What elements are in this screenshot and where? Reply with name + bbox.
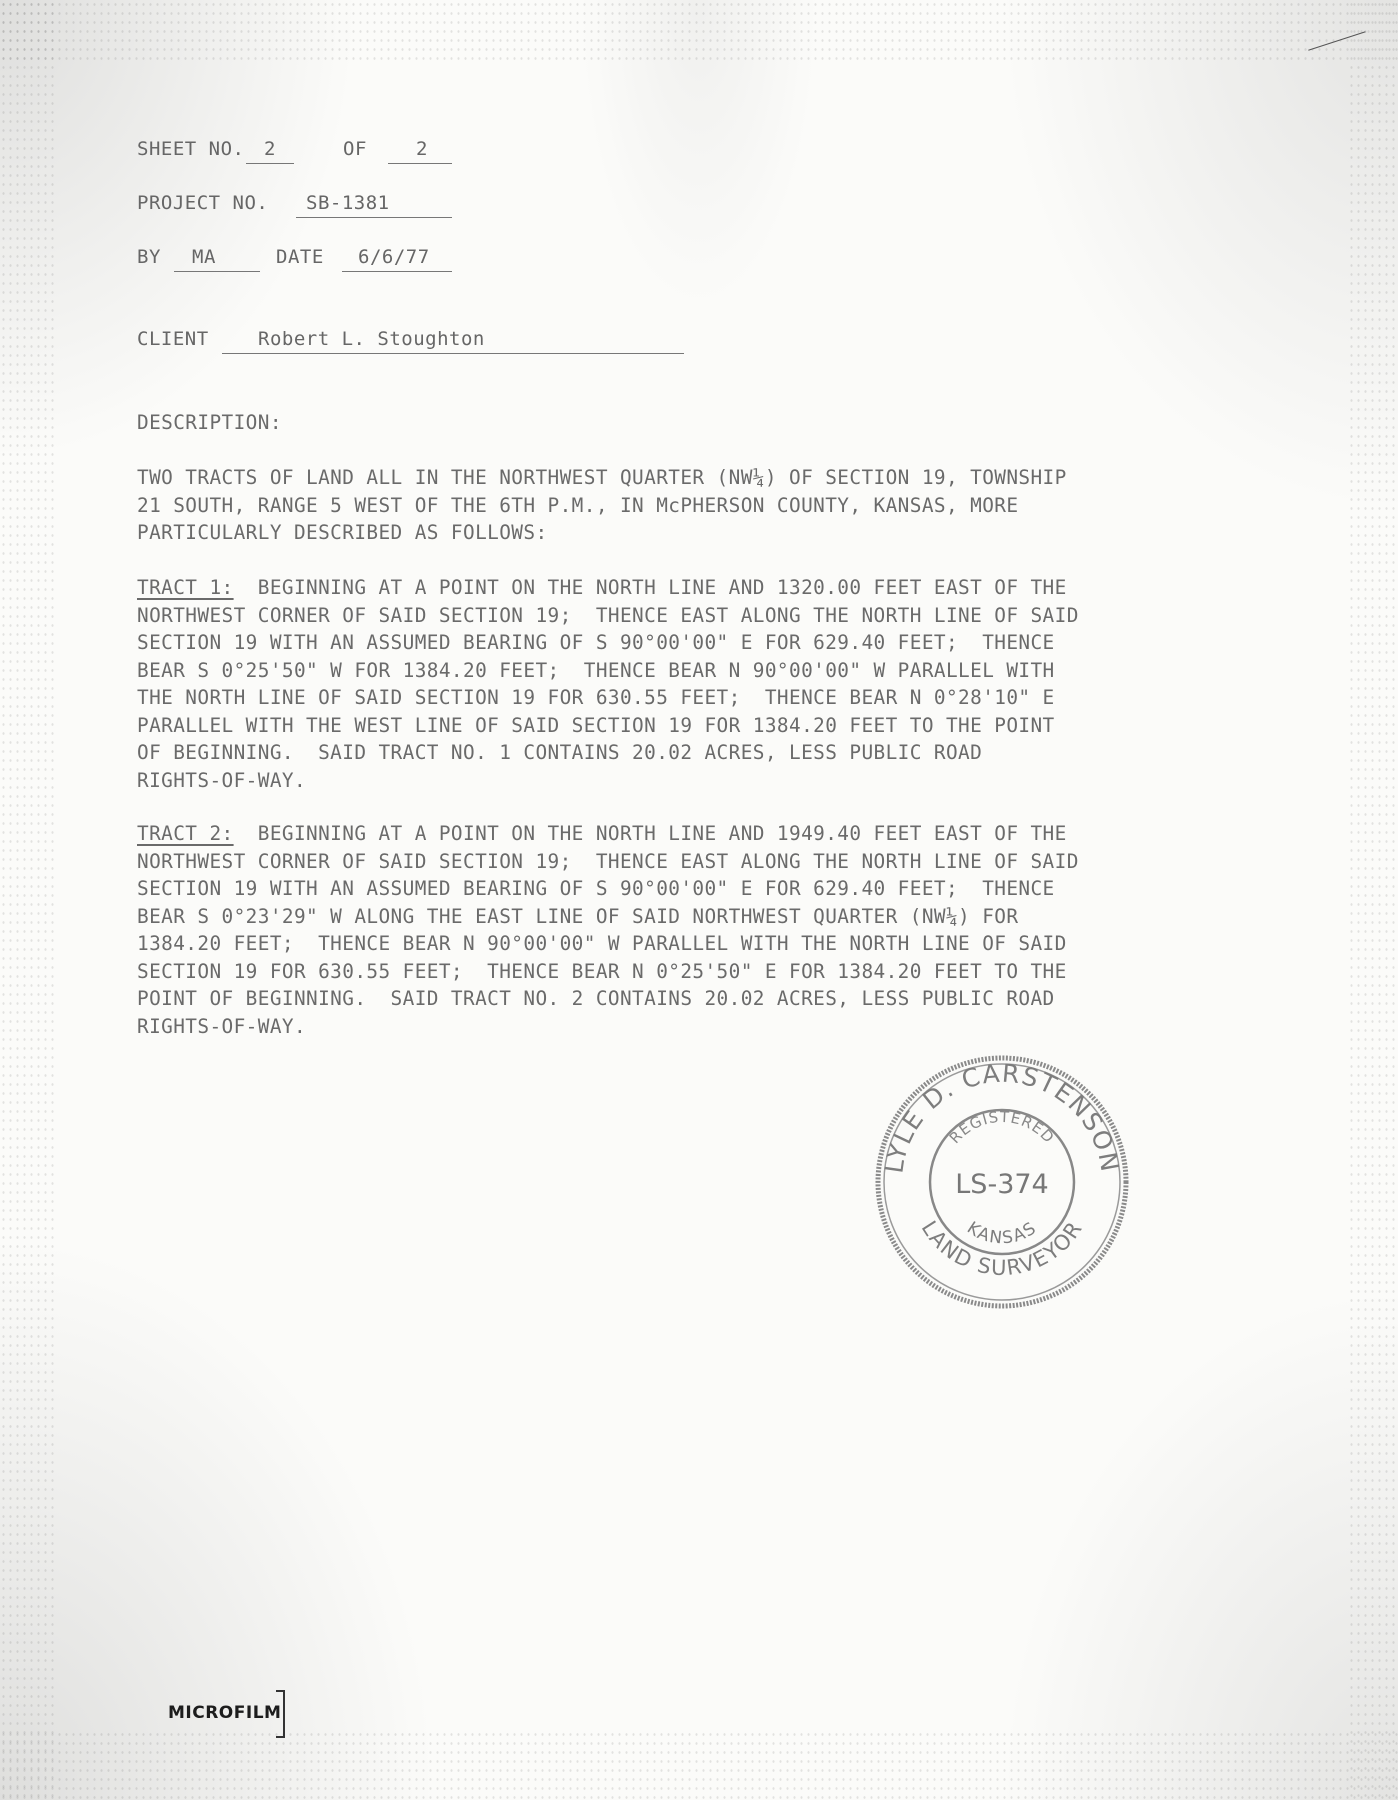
by-value: MA [192,246,216,268]
tract-1-line: BEAR S 0°25'50" W FOR 1384.20 FEET; THENCE BEAR N 90°00'00" W PARALLEL WITH [137,658,1055,682]
project-no-rule [296,217,452,218]
sheet-label: SHEET NO. [137,138,245,160]
tract-2-line: BEAR S 0°23'29" W ALONG THE EAST LINE OF SAID NORTHWEST QUARTER (NW¼) FOR [137,904,1019,928]
tract-1-line: THE NORTH LINE OF SAID SECTION 19 FOR 630.55 FEET; THENCE BEAR N 0°28'10" E [137,686,1055,709]
tract-1-line: NORTHWEST CORNER OF SAID SECTION 19; THENCE EAST ALONG THE NORTH LINE OF SAID [137,603,1079,627]
seal-graphic [872,1052,1132,1312]
client-rule [222,353,684,354]
intro-line: 21 SOUTH, RANGE 5 WEST OF THE 6TH P.M., IN McPHERSON COUNTY, KANSAS, MORE [137,493,1019,517]
microfilm-mark: MICROFILM [168,1703,282,1723]
tract-1-line: PARALLEL WITH THE WEST LINE OF SAID SECTION 19 FOR 1384.20 FEET TO THE POINT [137,713,1055,737]
tract-1-label: TRACT 1: [137,576,234,599]
microfilm-bracket [276,1690,285,1738]
by-rule [174,271,260,272]
seal-outer-bottom-text: LAND SURVEYOR [916,1216,1088,1281]
intro-line: PARTICULARLY DESCRIBED AS FOLLOWS: [137,521,548,544]
date-rule [342,271,452,272]
project-no-value: SB-1381 [306,192,390,214]
client-label: CLIENT [137,328,209,350]
surveyor-seal [872,1052,1132,1312]
date-value: 6/6/77 [358,246,430,268]
seal-inner-top-text: REGISTERED [945,1107,1059,1148]
scan-noise-right [1348,0,1398,1800]
of-label: OF [343,138,367,160]
intro-line: TWO TRACTS OF LAND ALL IN THE NORTHWEST QUARTER (NW¼) OF SECTION 19, TOWNSHIP [137,466,1067,489]
client-value: Robert L. Stoughton [258,328,485,350]
date-label: DATE [276,246,324,268]
sheet-total-value: 2 [416,138,428,160]
tract-2-label: TRACT 2: [137,822,234,845]
seal-number: LS-374 [955,1169,1049,1200]
corner-mark [1308,31,1372,70]
sheet-no-value: 2 [264,138,276,160]
tract-2-line: NORTHWEST CORNER OF SAID SECTION 19; THENCE EAST ALONG THE NORTH LINE OF SAID [137,849,1079,873]
seal-outer-top-text: LYLE D. CARSTENSON [879,1058,1125,1175]
tract-1-first-line-text: BEGINNING AT A POINT ON THE NORTH LINE AND 1320.00 FEET EAST OF THE [233,576,1067,599]
tract-1-line: RIGHTS-OF-WAY. [137,768,307,792]
scan-noise-top [0,0,1398,60]
scan-noise-left [0,0,55,1800]
description-heading: DESCRIPTION: [137,411,282,434]
sheet-no-rule [246,163,294,164]
scan-noise-bottom [0,1730,1398,1800]
tract-2-line: 1384.20 FEET; THENCE BEAR N 90°00'00" W PARALLEL WITH THE NORTH LINE OF SAID [137,932,1067,955]
sheet-total-rule [388,163,452,164]
tract-1-first-line [137,574,1257,602]
tract-1-line: SECTION 19 WITH AN ASSUMED BEARING OF S 90°00'00" E FOR 629.40 FEET; THENCE [137,631,1055,654]
project-label: PROJECT NO. [137,192,269,214]
tract-2-first-line-text: BEGINNING AT A POINT ON THE NORTH LINE AND 1949.40 FEET EAST OF THE [233,822,1067,845]
tract-2-first-line [137,820,1257,848]
tract-1-line: OF BEGINNING. SAID TRACT NO. 1 CONTAINS 20.02 ACRES, LESS PUBLIC ROAD [137,741,983,764]
by-label: BY [137,246,161,268]
tract-2-line: POINT OF BEGINNING. SAID TRACT NO. 2 CONTAINS 20.02 ACRES, LESS PUBLIC ROAD [137,987,1055,1010]
tract-2-line: SECTION 19 WITH AN ASSUMED BEARING OF S 90°00'00" E FOR 629.40 FEET; THENCE [137,877,1055,900]
tract-2-line: RIGHTS-OF-WAY. [137,1014,307,1038]
tract-2-line: SECTION 19 FOR 630.55 FEET; THENCE BEAR N 0°25'50" E FOR 1384.20 FEET TO THE [137,959,1067,983]
seal-inner-bottom-text: KANSAS [963,1217,1041,1249]
